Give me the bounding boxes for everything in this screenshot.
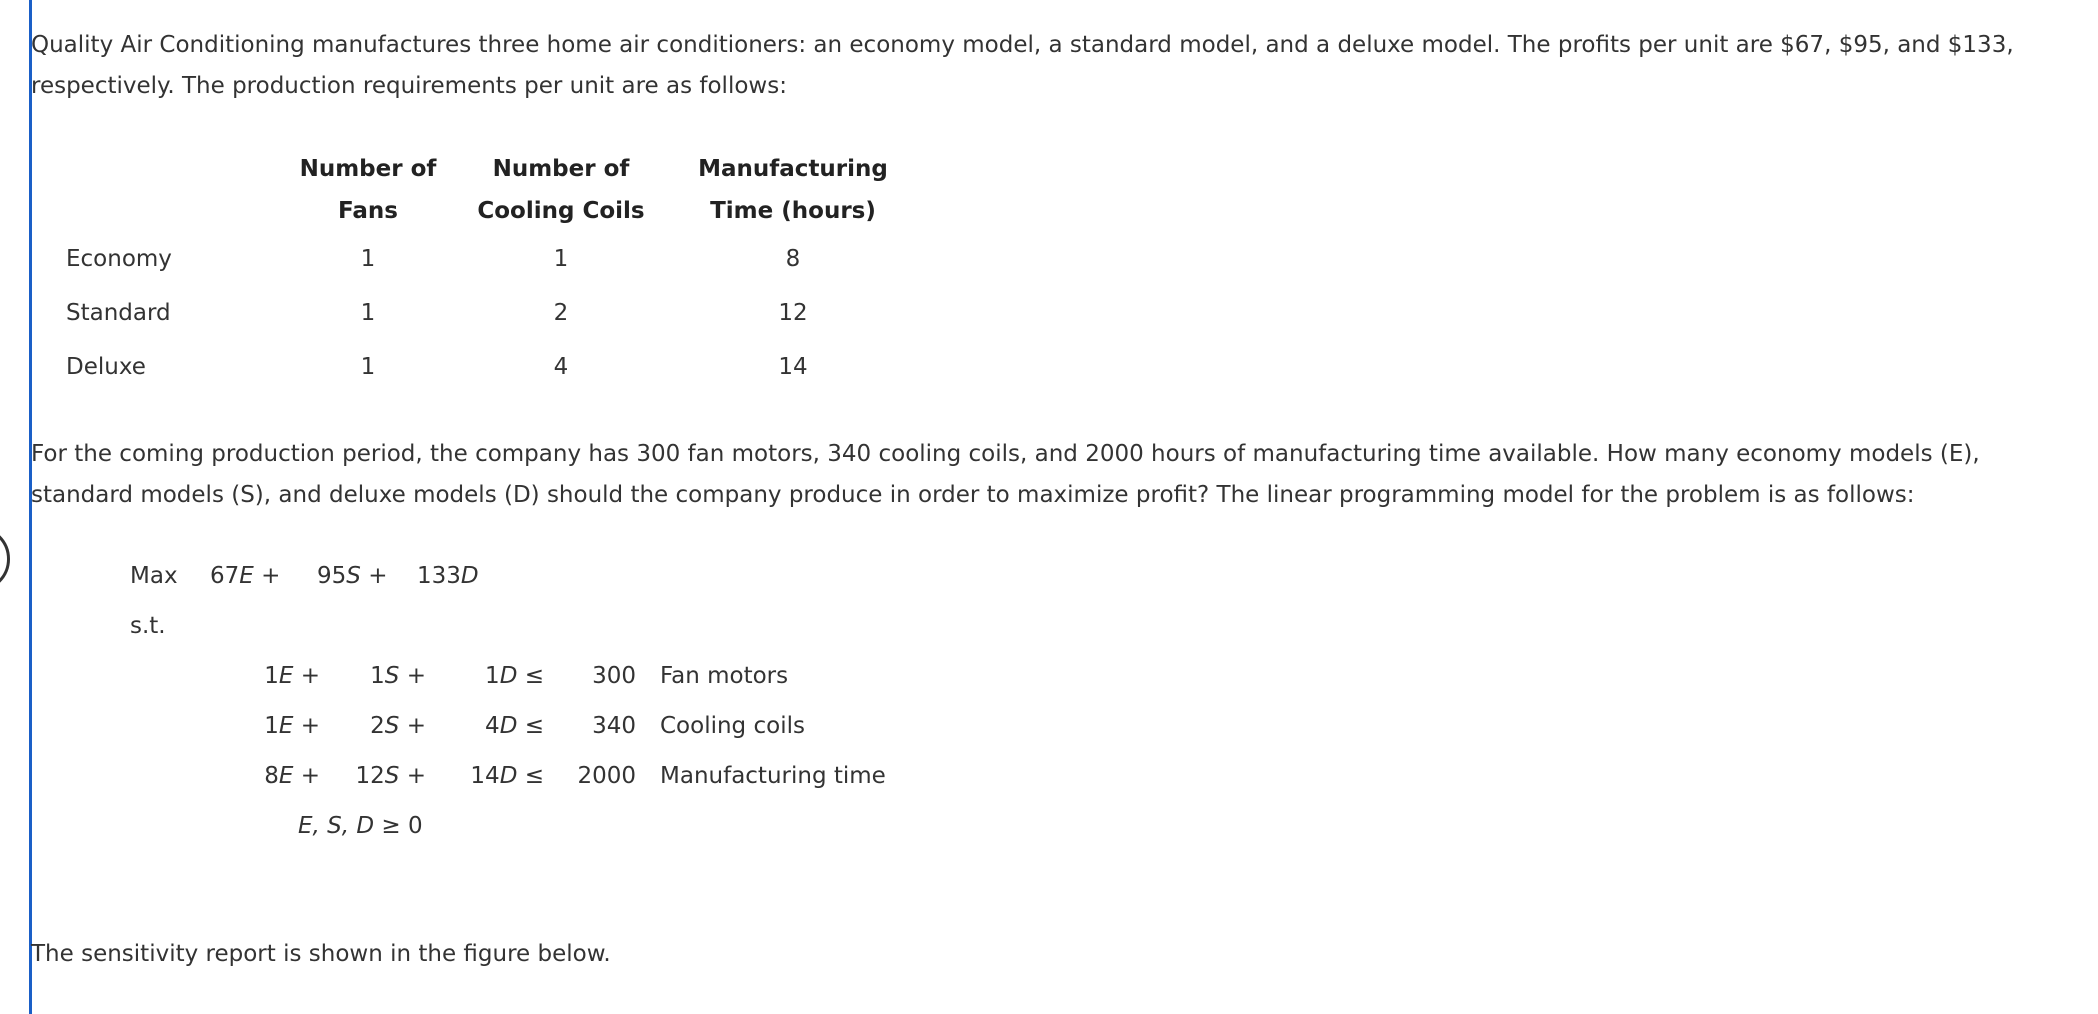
row-label-deluxe: Deluxe	[66, 354, 146, 380]
constraint-1-rhs: 300	[592, 663, 636, 689]
problem-paragraph: For the coming production period, the company has 300 fan motors, 340 cooling coils, and 2000 hours of manufacturing time available. How many economy models (E), standard models (S), and deluxe models (D) should the company produce in order to maximize profit? The linear programming model for the problem is as follows:	[31, 441, 1980, 508]
cell-time: 12	[778, 300, 808, 326]
subject-to-label: s.t.	[130, 613, 166, 639]
constraint-1-label: Fan motors	[660, 663, 789, 689]
cell-fans: 1	[360, 300, 376, 326]
constraint-1-e-term: 1E +	[264, 663, 320, 689]
constraint-1-d-term: 1D ≤	[485, 663, 544, 689]
constraint-3-e-term: 8E +	[264, 763, 320, 789]
cell-coils: 4	[553, 354, 569, 380]
cell-fans: 1	[360, 246, 376, 272]
requirements-table	[66, 148, 910, 394]
constraint-2-label: Cooling coils	[660, 713, 805, 739]
row-label-standard: Standard	[66, 300, 171, 326]
cell-coils: 1	[553, 246, 569, 272]
constraint-2-e-term: 1E +	[264, 713, 320, 739]
objective-term-d: 133D	[417, 563, 479, 589]
row-label-economy: Economy	[66, 246, 172, 272]
header-number-of-cooling-coils: Number of Cooling Coils	[477, 156, 645, 224]
intro-paragraph: Quality Air Conditioning manufactures three home air conditioners: an economy model, a standard model, and a deluxe model. The profits per unit are $67, $95, and $133, respectively. The production requirements per unit are as follows:	[31, 32, 2014, 99]
partial-circle-icon	[0, 526, 10, 592]
table-row	[66, 286, 910, 340]
constraint-3-s-term: 12S +	[355, 763, 426, 789]
cell-coils: 2	[553, 300, 569, 326]
table-row	[66, 340, 910, 394]
cell-fans: 1	[360, 354, 376, 380]
objective-term-e: 67E +	[210, 563, 281, 589]
objective-keyword: Max	[130, 563, 178, 589]
nonnegativity-constraint: E, S, D ≥ 0	[298, 813, 423, 839]
header-number-of-fans: Number of Fans	[299, 156, 437, 224]
constraint-2-d-term: 4D ≤	[485, 713, 544, 739]
constraint-3-rhs: 2000	[577, 763, 636, 789]
cell-time: 14	[778, 354, 808, 380]
header-manufacturing-time: Manufacturing Time (hours)	[698, 156, 888, 224]
table-header-blank	[66, 148, 290, 232]
cell-time: 8	[785, 246, 801, 272]
objective-term-s: 95S +	[317, 563, 388, 589]
constraint-1-s-term: 1S +	[370, 663, 426, 689]
constraint-2-rhs: 340	[592, 713, 636, 739]
table-row	[66, 232, 910, 286]
constraint-3-label: Manufacturing time	[660, 763, 886, 789]
table-header-row	[66, 148, 910, 232]
constraint-3-d-term: 14D ≤	[470, 763, 544, 789]
closing-paragraph: The sensitivity report is shown in the figure below.	[31, 941, 611, 967]
constraint-2-s-term: 2S +	[370, 713, 426, 739]
